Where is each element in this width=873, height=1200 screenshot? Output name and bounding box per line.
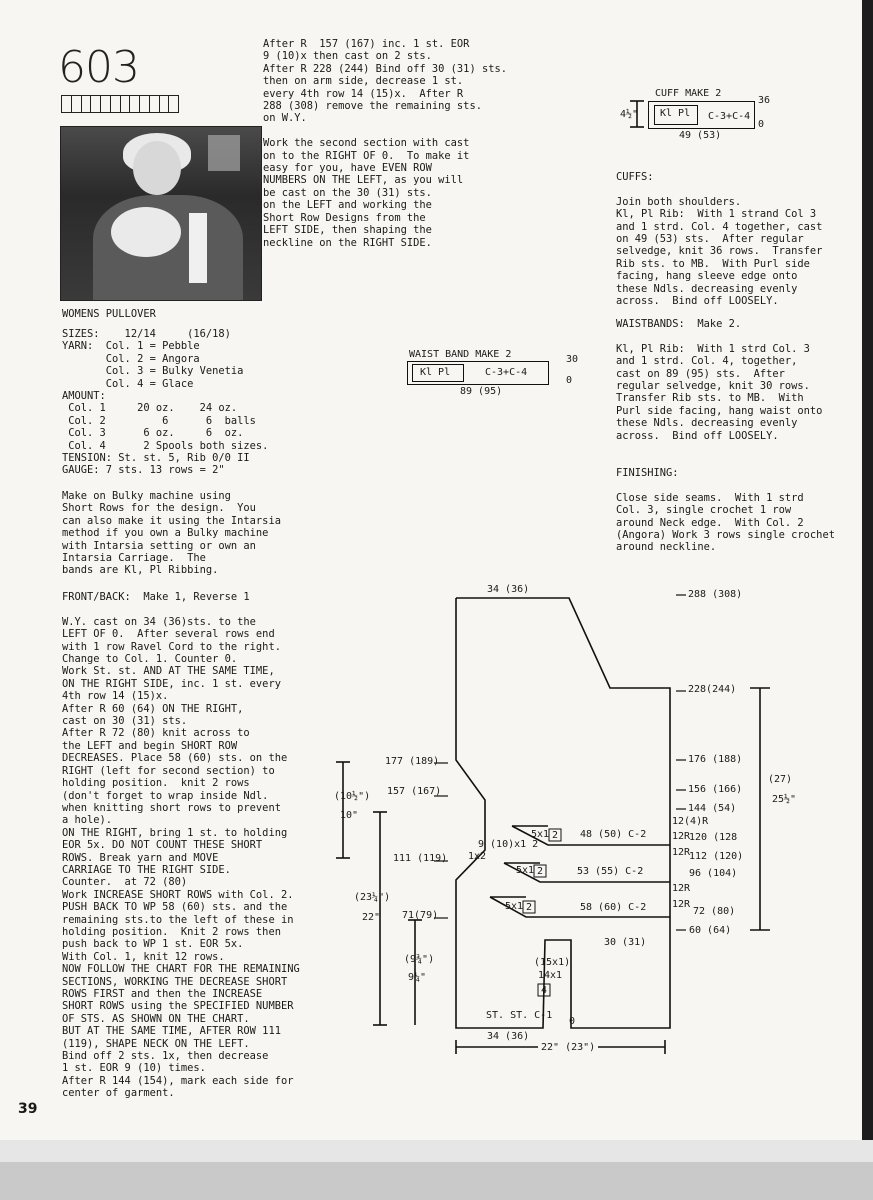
rows-12-b: 12R [672, 847, 691, 858]
row-288: 288 (308) [688, 589, 743, 600]
increase-14: 14x1 [538, 970, 563, 981]
waistband-colors: C-3+C-4 [485, 367, 528, 378]
increase-15: (15x1) [534, 957, 571, 968]
row-96: 96 (104) [689, 868, 738, 879]
short-row-2-sts: 53 (55) C-2 [577, 866, 644, 877]
increase-box: 4 [541, 985, 548, 996]
waistband-rows-bottom: 0 [566, 375, 573, 386]
page-number: 39 [18, 1101, 38, 1117]
intro-text: Make on Bulky machine using Short Rows for the design. You can also make it using the Intarsia method if you own a Bulky machine with Intarsia setting or own an Intarsia Carriage. The bands are Kl, Pl Ribbing. [62, 490, 281, 577]
cuffs-instructions: CUFFS: Join both shoulders. Kl, Pl Rib: With 1 strand Col 3 and 1 strd. Col. 4 together, cast on 49 (53) sts. After regular selvedge, knit 36 rows. Transfer Rib sts. to MB. With Purl side facing, hang sleeve edge onto these Ndls. decreasing evenly across. Bind off LOOSELY. [616, 171, 823, 308]
top-sts: 34 (36) [487, 584, 530, 595]
waistband-sts: 89 (95) [460, 386, 503, 397]
cuff-colors: C-3+C-4 [708, 111, 751, 122]
cuff-rows-top: 36 [758, 95, 771, 106]
rows-12-c: 12R [672, 883, 691, 894]
dim-9-quarter: 9¼" [408, 972, 427, 983]
waistband-rows-top: 30 [566, 354, 579, 365]
length-dim-25: 25½" [772, 794, 797, 805]
neck-bindoff: 1x2 [468, 851, 487, 862]
dim-9-three-quarter: (9¾") [404, 954, 435, 965]
rows-12-d: 12R [672, 899, 691, 910]
row-112: 112 (120) [689, 851, 744, 862]
garment-title: WOMENS PULLOVER [62, 308, 156, 320]
pattern-number: 603 [58, 42, 139, 93]
cuff-height: 4½" [620, 109, 639, 120]
cuff-rib: Kl Pl [660, 108, 691, 119]
cuff-title: CUFF MAKE 2 [655, 88, 722, 99]
waistbands-instructions: WAISTBANDS: Make 2. Kl, Pl Rib: With 1 strd Col. 3 and 1 strd. Col. 4, together, cast on 89 (95) sts. After regular selvedge, knit 30 rows. Transfer Rib sts. to MB. With Purl side facing, hang waist onto these Ndls. decreasing evenly across. Bind off LOOSELY. [616, 318, 823, 442]
dim-10: 10" [340, 810, 359, 821]
row-157: 157 (167) [387, 786, 442, 797]
base-stitch: ST. ST. C-1 [486, 1010, 553, 1021]
finishing-instructions: FINISHING: Close side seams. With 1 strd Col. 3, single crochet 1 row around Neck edge. With Col. 2 (Angora) Work 3 rows single crochet around neckline. [616, 467, 835, 554]
waistband-title: WAIST BAND MAKE 2 [409, 349, 512, 360]
short-row-1-box: 2 [552, 830, 559, 841]
width-dimension: 22" (23") [538, 1042, 598, 1053]
length-dim-27: (27) [768, 774, 793, 785]
bottom-sts: 34 (36) [487, 1031, 530, 1042]
row-144: 144 (54) [688, 803, 737, 814]
short-row-1-multiplier: 5x1 [531, 829, 550, 840]
row-60: 60 (64) [689, 925, 732, 936]
continued-instructions: After R 157 (167) inc. 1 st. EOR 9 (10)x then cast on 2 sts. After R 228 (244) Bind off 30 (31) sts. then on arm side, decrease 1 st. every 4th row 14 (15)x. After R 288 (308) remove the remaining sts. on W.Y. Work the second section with cast on to the RIGHT OF 0. To make it easy for you, have EVEN ROW NUMBERS ON THE LEFT, as you will be cast on the 30 (31) sts. on the LEFT and working the Short Row Designs from the LEFT SIDE, then shaping the neckline on the RIGHT SIDE. [263, 38, 507, 249]
specs-block: SIZES: 12/14 (16/18) YARN: Col. 1 = Pebble Col. 2 = Angora Col. 3 = Bulky Venetia Col. 4 = Glace AMOUNT: Col. 1 20 oz. 24 oz. Col. 2 6 6 balls Col. 3 6 oz. 6 oz. Col. 4 2 Spools both sizes. TENSION: St. st. 5, Rib 0/0 II GAUGE: 7 sts. 13 rows = 2" [62, 328, 269, 477]
row-111: 111 (119) [393, 853, 448, 864]
row-156: 156 (166) [688, 784, 743, 795]
short-row-1-sts: 48 (50) C-2 [580, 829, 647, 840]
dim-10-half: (10½") [334, 791, 371, 802]
scanner-bed [0, 1140, 873, 1200]
short-row-2-box: 2 [537, 866, 544, 877]
row-177: 177 (189) [385, 756, 440, 767]
row-72: 72 (80) [693, 906, 736, 917]
dim-22: 22" [362, 912, 381, 923]
row-0: 0 [569, 1016, 576, 1027]
row-120: 120 (128 [689, 832, 738, 843]
short-row-3-sts: 58 (60) C-2 [580, 902, 647, 913]
cast-on-30: 30 (31) [604, 937, 647, 948]
rows-12-4: 12(4)R [672, 816, 709, 827]
row-228: 228(244) [688, 684, 737, 695]
short-row-2-multiplier: 5x1 [516, 865, 535, 876]
cuff-rows-bottom: 0 [758, 119, 765, 130]
row-71: 71(79) [402, 910, 439, 921]
cuff-sts: 49 (53) [679, 130, 722, 141]
rows-12-a: 12R [672, 831, 691, 842]
waistband-rib: Kl Pl [420, 367, 451, 378]
row-176: 176 (188) [688, 754, 743, 765]
front-back-instructions: FRONT/BACK: Make 1, Reverse 1 W.Y. cast on 34 (36)sts. to the LEFT OF 0. After several rows end with 1 row Ravel Cord to the right. Change to Col. 1. Counter 0. Work St. st. AND AT THE SAME TIME, ON THE RIGHT SIDE, inc. 1 st. every 4th row 14 (15)x. After R 60 (64) ON THE RIGHT, cast on 30 (31) sts. After R 72 (80) knit across to the LEFT and begin SHORT ROW DECREASES. Place 58 (60) sts. on the RIGHT (left for second section) to holding position. knit 2 rows (don't forget to wrap inside Ndl. when knitting short rows to prevent a hole). ON THE RIGHT, bring 1 st. to holding EOR 5x. DO NOT COUNT THESE SHORT ROWS. Break yarn and MOVE CARRIAGE TO THE RIGHT SIDE. Counter. at 72 (80) Work INCREASE SHORT ROWS with Col. 2. PUSH BACK TO WP 58 (60) sts. and the remaining sts.to the left of these in holding position. Knit 2 rows then push back to WP 1 st. EOR 5x. With Col. 1, knit 12 rows. NOW FOLLOW THE CHART FOR THE REMAINING SECTIONS, WORKING THE DECREASE SHORT ROWS FIRST and then the INCREASE SHORT ROWS using the SPECIFIED NUMBER OF STS. AS SHOWN ON THE CHART. BUT AT THE SAME TIME, AFTER ROW 111 (119), SHAPE NECK ON THE LEFT. Bind off 2 sts. 1x, then decrease 1 st. EOR 9 (10) times. After R 144 (154), mark each side for center of garment. [62, 591, 300, 1100]
dim-23-quarter: (23¼") [354, 892, 391, 903]
neck-decrease: 9 (10)x1 2 [478, 839, 539, 850]
short-row-3-multiplier: 5x1 [505, 901, 524, 912]
binding-edge [862, 0, 873, 1140]
short-row-3-box: 2 [526, 902, 533, 913]
